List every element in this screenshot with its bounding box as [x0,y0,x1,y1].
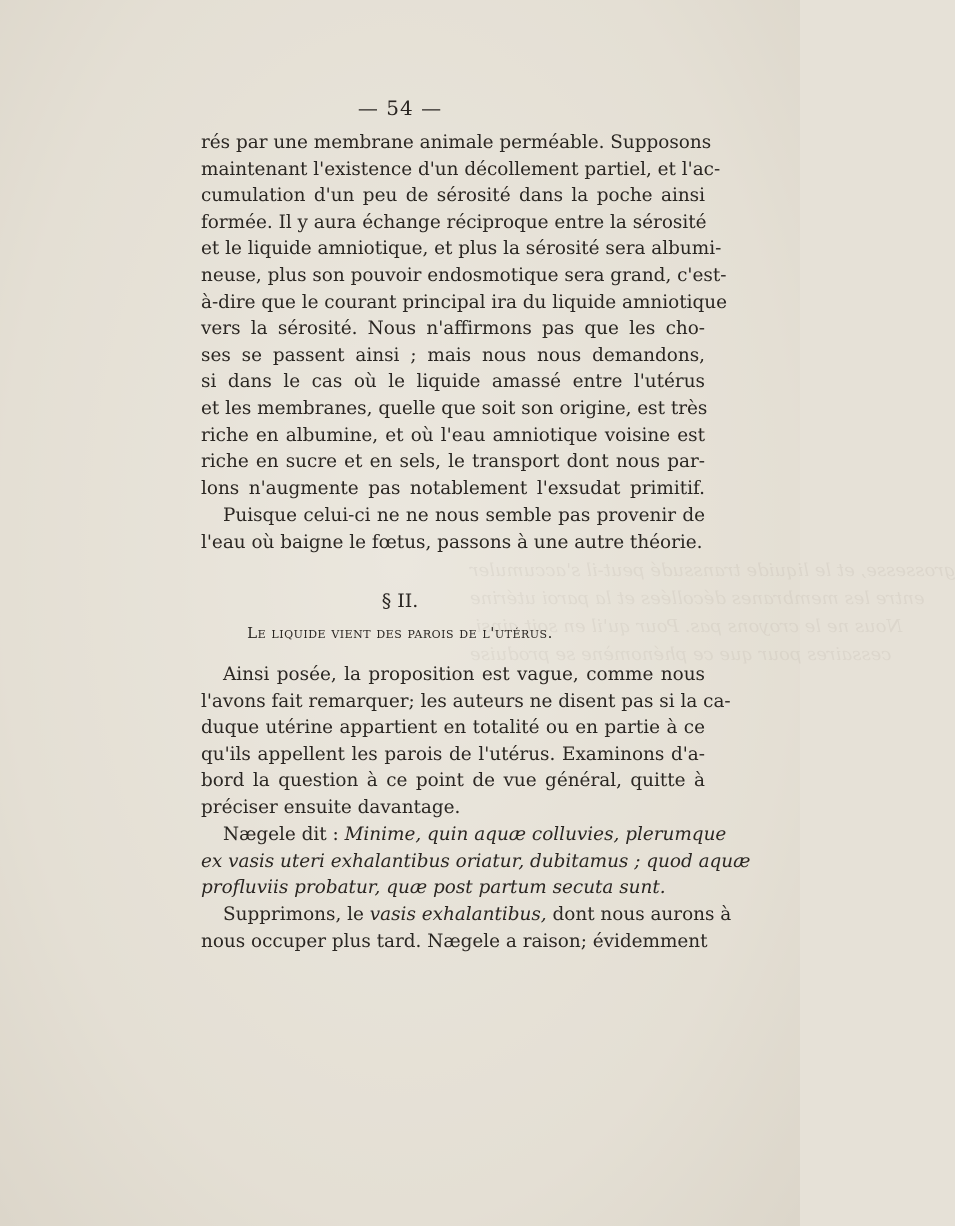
text-roman: Supprimons, le [223,904,370,925]
text-line: ses se passent ainsi ; mais nous nous demandons, [201,344,705,366]
text-line: lons n'augmente pas notablement l'exsudat primitif. [201,477,705,499]
text-line: préciser ensuite davantage. [201,796,461,818]
show-through-text: cessaires pour que ce phénomène se produise [470,644,892,665]
text-italic: Minime, quin aquæ colluvies, plerumque [344,824,727,845]
text-line: profluviis probatur, quæ post partum secuta sunt. [201,877,666,899]
text-line: à-dire que le courant principal ira du liquide amniotique [201,291,727,313]
text-line: l'avons fait remarquer; les auteurs ne disent pas si la ca- [201,690,731,712]
section-number: § II. [381,590,419,612]
show-through-text: grossesse, et le liquide transsudé peut-il s'accumuler [470,560,955,581]
paragraph-4 [201,822,751,902]
text-line: si dans le cas où le liquide amassé entre l'utérus [201,371,705,393]
page-number: — 54 — [357,96,443,120]
paragraph-1 [201,130,727,502]
text-line: nous occuper plus tard. Nægele a raison; évidemment [201,930,708,952]
show-through-text: Nous ne le croyons pas. Pour qu'il en soit ainsi, [470,616,903,637]
text-line: duque utérine appartient en totalité ou en partie à ce [201,717,705,739]
text-line: l'eau où baigne le fœtus, passons à une autre théorie. [201,531,703,553]
text-line: Puisque celui-ci ne ne nous semble pas provenir de [223,505,705,526]
text-line: et les membranes, quelle que soit son origine, est très [201,397,708,419]
text-line: formée. Il y aura échange réciproque entre la sérosité [201,211,707,233]
text-roman: dont nous aurons à [546,904,732,925]
paragraph-2 [201,503,705,556]
text-line: neuse, plus son pouvoir endosmotique sera grand, c'est- [201,264,727,286]
text-line: maintenant l'existence d'un décollement partiel, et l'ac- [201,158,721,180]
text-line [201,822,727,849]
text-line: cumulation d'un peu de sérosité dans la poche ainsi [201,185,705,207]
text-line: vers la sérosité. Nous n'affirmons pas que les cho- [201,318,705,340]
text-line: bord la question à ce point de vue général, quitte à [201,770,705,792]
paragraph-5 [201,902,732,955]
text-line: et le liquide amniotique, et plus la sérosité sera albumi- [201,238,722,260]
show-through-text: entre les membranes décollées et la paroi utérine [470,588,925,609]
section-heading: Le liquide vient des parois de l'utérus. [247,624,553,642]
text-line: riche en sucre et en sels, le transport dont nous par- [201,451,705,473]
paragraph-3 [201,662,731,822]
text-line: qu'ils appellent les parois de l'utérus. Examinons d'a- [201,743,705,765]
text-line: riche en albumine, et où l'eau amniotique voisine est [201,424,705,446]
text-italic: vasis exhalantibus, [369,904,547,925]
text-line [201,902,732,929]
text-line: rés par une membrane animale perméable. Supposons [201,132,712,153]
text-roman: Nægele dit : [223,824,345,845]
text-line: Ainsi posée, la proposition est vague, comme nous [223,664,705,685]
text-line: ex vasis uteri exhalantibus oriatur, dubitamus ; quod aquæ [201,850,751,872]
